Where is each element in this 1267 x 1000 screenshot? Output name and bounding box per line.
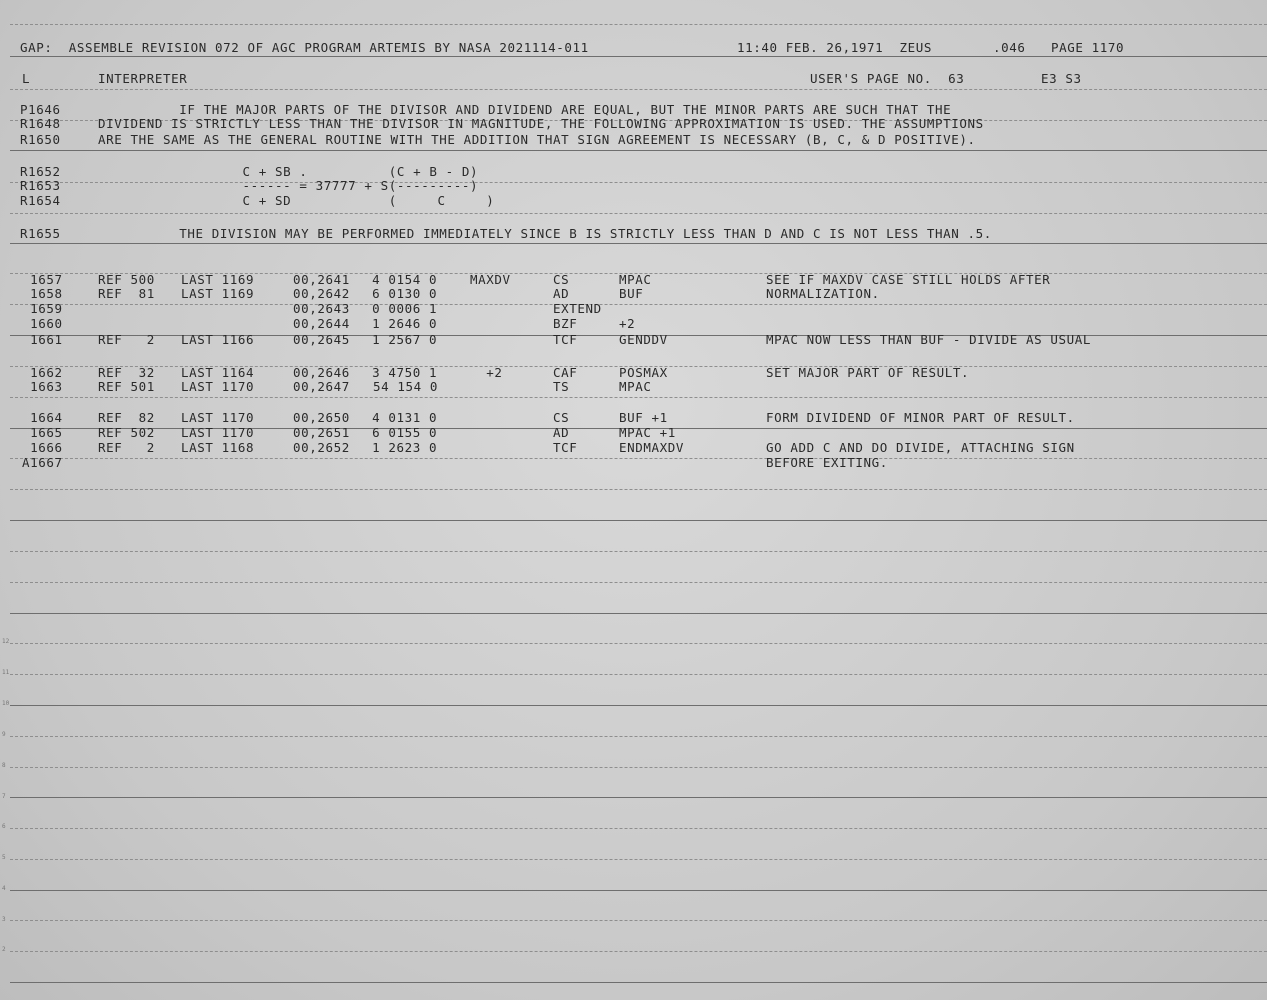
rule: [10, 613, 1267, 614]
rule: [10, 859, 1267, 860]
rule: [10, 797, 1267, 798]
margin-number: 7: [2, 793, 6, 800]
rule: [10, 828, 1267, 829]
comment-cell: NORMALIZATION.: [766, 286, 880, 301]
opcode-cell: CS: [553, 272, 570, 287]
rule: [10, 458, 1267, 459]
rule: [10, 890, 1267, 891]
comment-line: ARE THE SAME AS THE GENERAL ROUTINE WITH THE ADDITION THAT SIGN AGREEMENT IS NECESSARY (B, C, & D POSITIVE).: [98, 132, 976, 147]
word-cell: 4 0131 0: [364, 410, 438, 425]
word-cell: 54 154 0: [373, 379, 439, 394]
listing-timestamp: 11:40 FEB. 26,1971 ZEUS: [737, 40, 933, 55]
line-number: 1661: [22, 332, 63, 347]
opcode-cell: CS: [553, 410, 570, 425]
margin-number: 4: [2, 885, 6, 892]
line-number: A1667: [22, 455, 63, 470]
operand-cell: MPAC: [619, 272, 652, 287]
formula-line: C + SD ( C ): [80, 193, 495, 208]
operand-cell: MPAC +1: [619, 425, 676, 440]
rule: [10, 89, 1267, 90]
address-cell: 00,2652: [293, 440, 350, 455]
address-cell: 00,2645: [293, 332, 350, 347]
rule: [10, 643, 1267, 644]
word-cell: 1 2567 0: [364, 332, 438, 347]
operand-cell: GENDDV: [619, 332, 668, 347]
line-number: 1662: [22, 365, 63, 380]
rule: [10, 705, 1267, 706]
address-cell: 00,2644: [293, 316, 350, 331]
line-number: 1663: [22, 379, 63, 394]
last-cell: LAST 1164: [181, 365, 255, 380]
address-cell: 00,2651: [293, 425, 350, 440]
comment-cell: BEFORE EXITING.: [766, 455, 888, 470]
opcode-cell: AD: [553, 425, 570, 440]
last-cell: LAST 1168: [181, 440, 255, 455]
rule: [10, 489, 1267, 490]
ref-cell: REF 502: [98, 425, 155, 440]
word-cell: 1 2646 0: [364, 316, 438, 331]
bank-label: E3 S3: [1041, 71, 1082, 86]
ref-cell: REF 82: [98, 410, 155, 425]
label-cell: MAXDV: [470, 272, 511, 287]
margin-number: 2: [2, 946, 6, 953]
word-cell: 4 0154 0: [364, 272, 438, 287]
margin-number: 9: [2, 731, 6, 738]
rule: [10, 243, 1267, 244]
listing-page: PAGE 1170: [1051, 40, 1125, 55]
note-line: THE DIVISION MAY BE PERFORMED IMMEDIATELY SINCE B IS STRICTLY LESS THAN D AND C IS NOT LESS THAN .5.: [98, 226, 992, 241]
rule: [10, 56, 1267, 57]
opcode-cell: AD: [553, 286, 570, 301]
margin-number: 11: [2, 669, 10, 676]
margin-number: 10: [2, 700, 10, 707]
line-number: 1660: [22, 316, 63, 331]
word-cell: 0 0006 1: [364, 301, 438, 316]
section-name: INTERPRETER: [98, 71, 188, 86]
listing-title: GAP: ASSEMBLE REVISION 072 OF AGC PROGRAM ARTEMIS BY NASA 2021114-011: [20, 40, 589, 55]
line-tag: R1652: [20, 164, 61, 179]
rule: [10, 767, 1267, 768]
line-tag: R1653: [20, 178, 61, 193]
operand-cell: ENDMAXDV: [619, 440, 685, 455]
last-cell: LAST 1166: [181, 332, 255, 347]
line-number: 1665: [22, 425, 63, 440]
line-number: 1658: [22, 286, 63, 301]
address-cell: 00,2647: [293, 379, 350, 394]
formula-line: C + SB . (C + B - D): [80, 164, 479, 179]
last-cell: LAST 1169: [181, 286, 255, 301]
address-cell: 00,2642: [293, 286, 350, 301]
ref-cell: REF 500: [98, 272, 155, 287]
operand-cell: BUF: [619, 286, 644, 301]
rule: [10, 304, 1267, 305]
line-number: 1657: [22, 272, 63, 287]
rule: [10, 982, 1267, 983]
word-cell: 6 0155 0: [364, 425, 438, 440]
listing-number: .046: [993, 40, 1026, 55]
line-tag: R1655: [20, 226, 61, 241]
operand-cell: POSMAX: [619, 365, 668, 380]
rule: [10, 213, 1267, 214]
ref-cell: REF 2: [98, 440, 155, 455]
section-marker: L: [22, 71, 31, 86]
margin-number: 3: [2, 916, 6, 923]
line-number: 1659: [22, 301, 63, 316]
comment-cell: GO ADD C AND DO DIVIDE, ATTACHING SIGN: [766, 440, 1075, 455]
operand-cell: MPAC: [619, 379, 652, 394]
opcode-cell: BZF: [553, 316, 578, 331]
opcode-cell: CAF: [553, 365, 578, 380]
address-cell: 00,2650: [293, 410, 350, 425]
line-tag: R1654: [20, 193, 61, 208]
rule: [10, 674, 1267, 675]
comment-cell: SET MAJOR PART OF RESULT.: [766, 365, 970, 380]
line-number: 1664: [22, 410, 63, 425]
last-cell: LAST 1170: [181, 410, 255, 425]
line-tag: R1648: [20, 116, 61, 131]
last-cell: LAST 1169: [181, 272, 255, 287]
rule: [10, 520, 1267, 521]
operand-cell: BUF +1: [619, 410, 668, 425]
rule: [10, 951, 1267, 952]
comment-cell: MPAC NOW LESS THAN BUF - DIVIDE AS USUAL: [766, 332, 1092, 347]
margin-number: 6: [2, 823, 6, 830]
rule: [10, 24, 1267, 25]
line-tag: R1650: [20, 132, 61, 147]
opcode-cell: TCF: [553, 440, 578, 455]
rule: [10, 397, 1267, 398]
comment-cell: SEE IF MAXDV CASE STILL HOLDS AFTER: [766, 272, 1051, 287]
line-number: 1666: [22, 440, 63, 455]
rule: [10, 582, 1267, 583]
rule: [10, 551, 1267, 552]
word-cell: 6 0130 0: [364, 286, 438, 301]
last-cell: LAST 1170: [181, 425, 255, 440]
last-cell: LAST 1170: [181, 379, 255, 394]
margin-number: 8: [2, 762, 6, 769]
operand-cell: +2: [619, 316, 636, 331]
opcode-cell: TS: [553, 379, 570, 394]
rule: [10, 920, 1267, 921]
rule: [10, 150, 1267, 151]
opcode-cell: TCF: [553, 332, 578, 347]
address-cell: 00,2641: [293, 272, 350, 287]
address-cell: 00,2646: [293, 365, 350, 380]
users-page-number: USER'S PAGE NO. 63: [810, 71, 965, 86]
word-cell: 3 4750 1: [364, 365, 438, 380]
margin-number: 5: [2, 854, 6, 861]
ref-cell: REF 81: [98, 286, 155, 301]
ref-cell: REF 2: [98, 332, 155, 347]
margin-number: 12: [2, 638, 10, 645]
address-cell: 00,2643: [293, 301, 350, 316]
opcode-cell: EXTEND: [553, 301, 602, 316]
comment-line: DIVIDEND IS STRICTLY LESS THAN THE DIVISOR IN MAGNITUDE, THE FOLLOWING APPROXIMATION IS USED. THE ASSUMPTIONS: [98, 116, 984, 131]
formula-line: ------ = 37777 + S(---------): [80, 178, 479, 193]
comment-cell: FORM DIVIDEND OF MINOR PART OF RESULT.: [766, 410, 1075, 425]
ref-cell: REF 501: [98, 379, 155, 394]
line-tag: P1646: [20, 102, 61, 117]
comment-line: IF THE MAJOR PARTS OF THE DIVISOR AND DIVIDEND ARE EQUAL, BUT THE MINOR PARTS ARE SUCH THAT THE: [98, 102, 952, 117]
rule: [10, 736, 1267, 737]
word-cell: 1 2623 0: [364, 440, 438, 455]
ref-cell: REF 32: [98, 365, 155, 380]
label-cell: +2: [470, 365, 503, 380]
